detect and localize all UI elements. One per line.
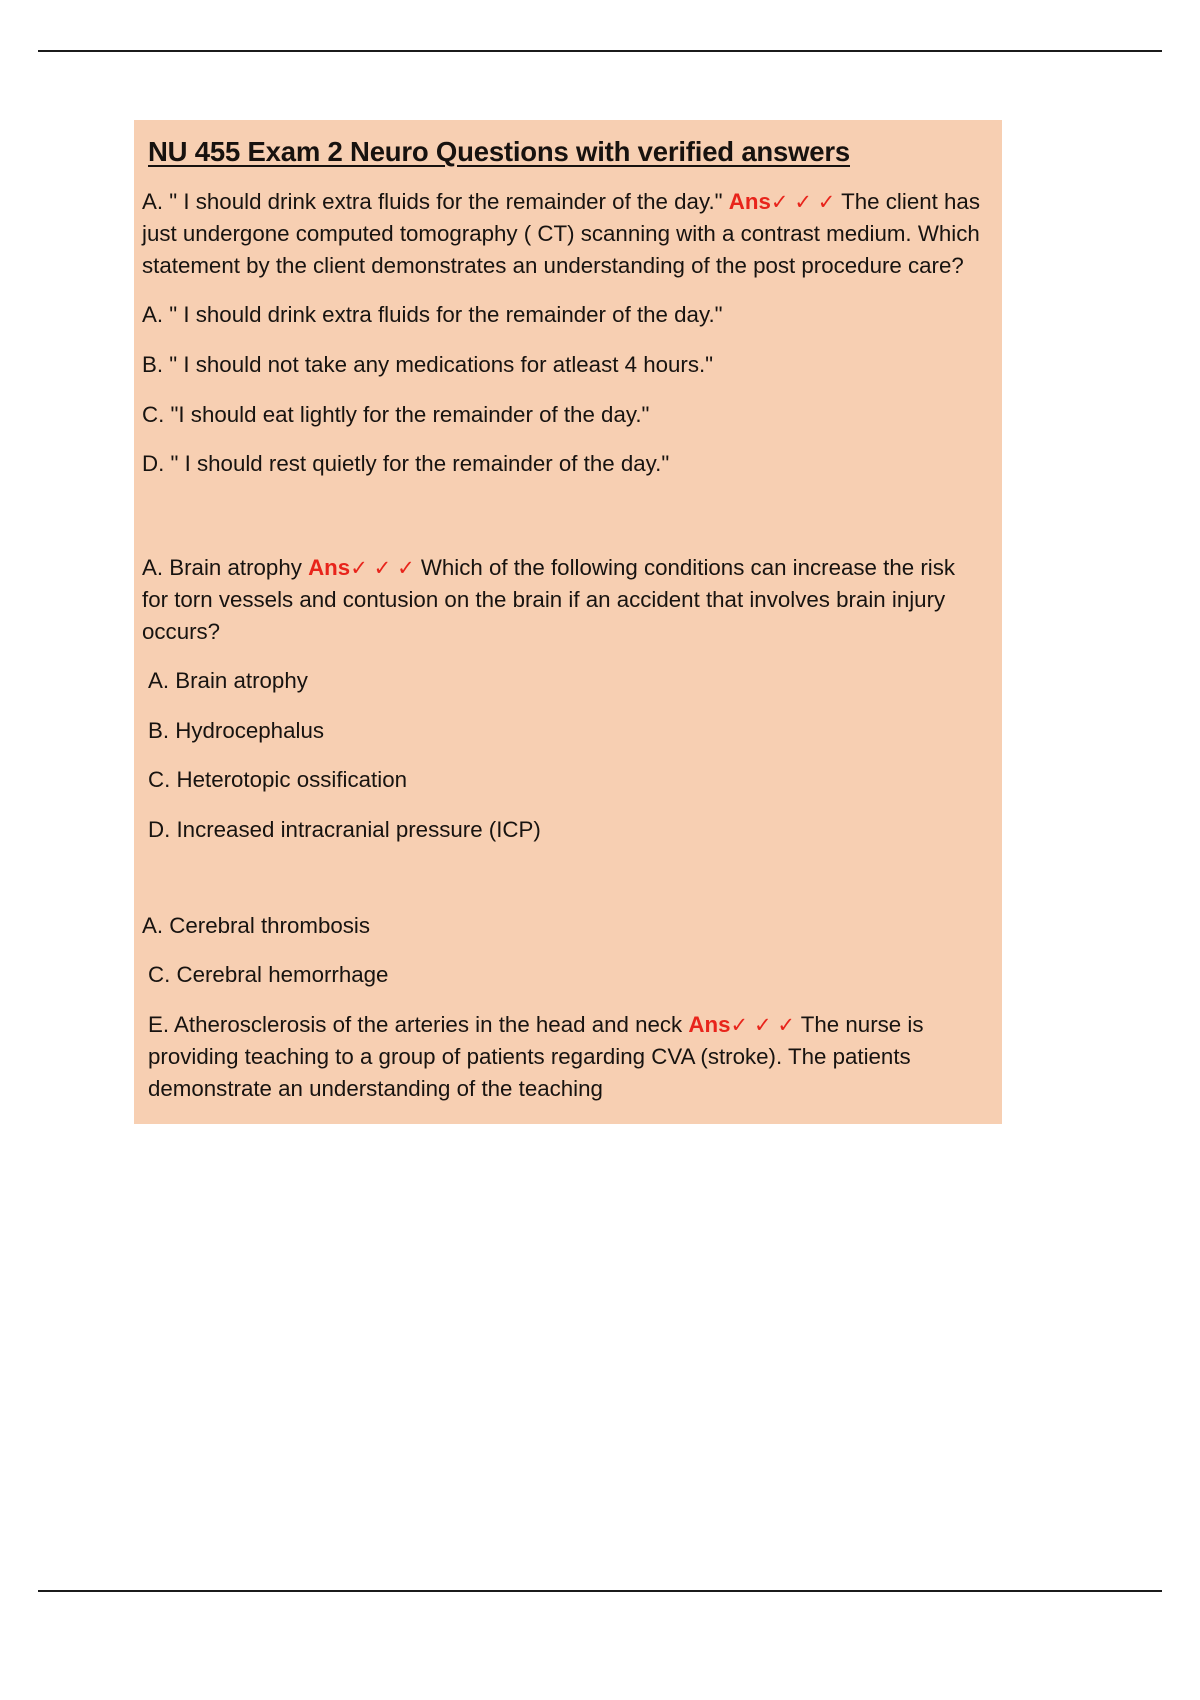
- question-1-verified-checkmarks-icon: ✓ ✓ ✓: [770, 191, 836, 215]
- question-1-answer-paragraph: [142, 182, 988, 285]
- highlighted-content-block: [134, 120, 1002, 1124]
- question-3-option-c: C. Cerebral hemorrhage: [148, 962, 389, 988]
- question-1-option-c: C. "I should eat lightly for the remainder of the day.": [142, 401, 650, 427]
- page-title: NU 455 Exam 2 Neuro Questions with verified answers: [148, 136, 850, 167]
- question-3-ans-label: Ans: [688, 1012, 731, 1038]
- question-2-option-c: C. Heterotopic ossification: [148, 767, 408, 793]
- question-3-verified-checkmarks-icon: ✓ ✓ ✓: [730, 1014, 795, 1038]
- question-1-option-d: D. " I should rest quietly for the remainder of the day.": [142, 451, 670, 477]
- question-3-answer-paragraph: [148, 1005, 988, 1108]
- page-top-rule: [38, 50, 1162, 52]
- question-2-stem-text: Which of the following conditions can increase the risk for torn vessels and contusion on the brain if an accident that involves brain injury occurs?: [142, 555, 956, 644]
- section-spacer-1: [138, 490, 988, 536]
- question-2-verified-checkmarks-icon: ✓ ✓ ✓: [350, 557, 415, 581]
- question-2-option-d: D. Increased intracranial pressure (ICP): [148, 817, 541, 843]
- page-bottom-rule: [38, 1590, 1162, 1592]
- question-1-stem-text: The client has just undergone computed tomography ( CT) scanning with a contrast medium. Which statement by the client demonstrates an understanding of the post procedure care?: [142, 189, 980, 278]
- question-3-answer-text: E. Atherosclerosis of the arteries in the head and neck: [148, 1012, 689, 1038]
- question-1-answer-text: A. " I should drink extra fluids for the remainder of the day.": [142, 189, 729, 215]
- question-2-answer-paragraph: [142, 548, 988, 651]
- question-1-option-a: A. " I should drink extra fluids for the remainder of the day.": [142, 302, 723, 328]
- section-spacer-2: [138, 856, 988, 896]
- question-2-option-b: B. Hydrocephalus: [148, 717, 324, 743]
- question-1-option-b: B. " I should not take any medications for atleast 4 hours.": [142, 352, 714, 378]
- question-3-option-a: A. Cerebral thrombosis: [142, 912, 371, 938]
- question-2-option-a: A. Brain atrophy: [148, 668, 308, 694]
- question-3-stem-text: The nurse is providing teaching to a group of patients regarding CVA (stroke). The patients demonstrate an understanding of the teaching: [148, 1012, 924, 1101]
- question-1-ans-label: Ans: [728, 189, 771, 215]
- question-2-answer-text: A. Brain atrophy: [142, 555, 309, 581]
- question-2-ans-label: Ans: [308, 555, 351, 581]
